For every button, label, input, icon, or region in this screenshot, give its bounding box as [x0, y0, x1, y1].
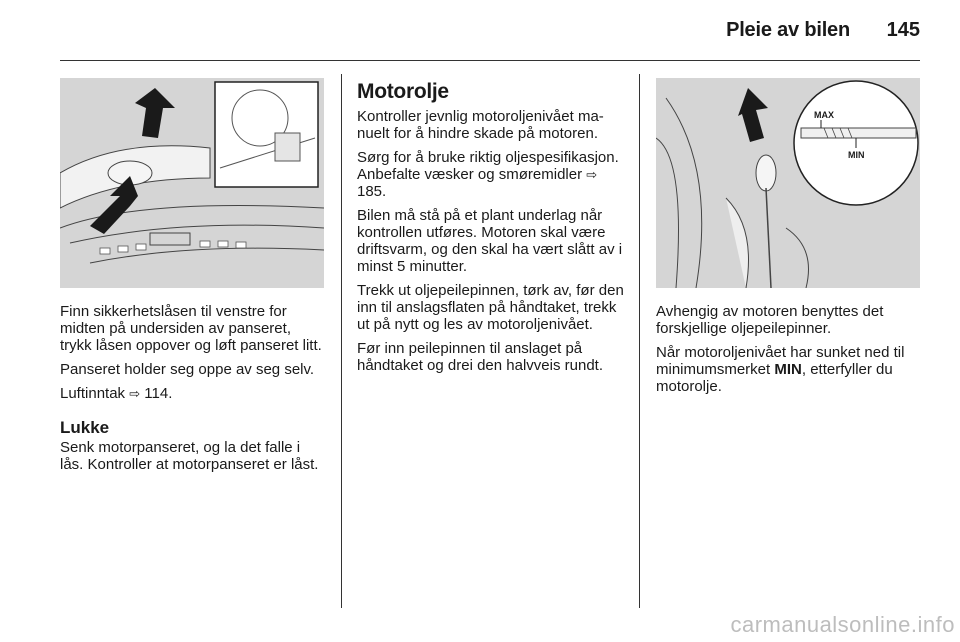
- air-intake-label: Luftinntak: [60, 385, 126, 402]
- dipstick-min-label: MIN: [848, 150, 865, 160]
- middle-column: [357, 80, 627, 381]
- dipstick-variants-text: Avhengig av motoren benyttes det forskjellige oljepeilepinner.: [656, 303, 884, 337]
- oil-spec-label: Sørg for å bruke riktig oljespesifikasjon. Anbefalte væsker og smøremidler: [357, 149, 619, 183]
- bonnet-close-instructions: Senk motorpanseret, og la det falle i lås. Kontroller at motorpanseret er låst.: [60, 439, 319, 473]
- oil-spec-text: [357, 149, 627, 200]
- min-mark-label: MIN: [774, 361, 802, 378]
- air-intake-reference: [60, 385, 326, 402]
- header-rule: [60, 60, 920, 61]
- cross-reference-arrow-icon: ⇨: [586, 167, 598, 182]
- oil-check-intro: Kontroller jevnlig motoroljenivået manuelt for å hindre skade på motoren.: [357, 108, 604, 142]
- oil-refill-instructions: [656, 344, 924, 395]
- engine-oil-heading: Motorolje: [357, 80, 449, 103]
- left-column: [60, 303, 326, 480]
- figure-dipstick: [656, 78, 920, 288]
- right-column: [656, 303, 924, 402]
- fluids-page-ref[interactable]: 185.: [357, 183, 387, 200]
- dipstick-read-instructions: Trekk ut oljepeilepinnen, tørk av, før den inn til anslagsflaten på håndtaket, trekk ut på nytt og les av motoroljenivået.: [357, 282, 624, 333]
- close-section-heading: Lukke: [60, 418, 110, 437]
- figure-bonnet-release: [60, 78, 324, 288]
- column-divider-1: [341, 74, 342, 608]
- bonnet-release-illustration: [60, 78, 324, 288]
- dipstick-illustration: [656, 78, 920, 288]
- column-divider-2: [639, 74, 640, 608]
- dipstick-reinsert-instructions: Før inn peilepinnen til anslaget på håndtaket og drei den halvveis rundt.: [357, 340, 603, 374]
- watermark-text: carmanualsonline.info: [730, 612, 955, 637]
- oil-refill-text-after: , etterfyller du motorolje.: [656, 361, 893, 395]
- bonnet-release-instructions: Finn sikkerhetslåsen til venstre for midten på undersiden av panseret, trykk låsen oppover og løft panseret litt.: [60, 303, 322, 354]
- page-number: 145: [886, 19, 920, 41]
- page-header-title: Pleie av bilen: [726, 19, 850, 41]
- oil-refill-text-before: Når motoroljenivået har sunket ned til minimumsmerket: [656, 344, 905, 378]
- dipstick-max-label: MAX: [814, 110, 834, 120]
- bonnet-stays-open-text: Panseret holder seg oppe av seg selv.: [60, 361, 315, 378]
- cross-reference-arrow-icon: ⇨: [129, 386, 141, 401]
- air-intake-page-ref[interactable]: 114.: [144, 385, 173, 402]
- oil-check-conditions: Bilen må stå på et plant underlag når kontrollen utføres. Motoren skal være driftsvarm, og den skal ha vært slått av i minst 5 minutter.: [357, 207, 623, 275]
